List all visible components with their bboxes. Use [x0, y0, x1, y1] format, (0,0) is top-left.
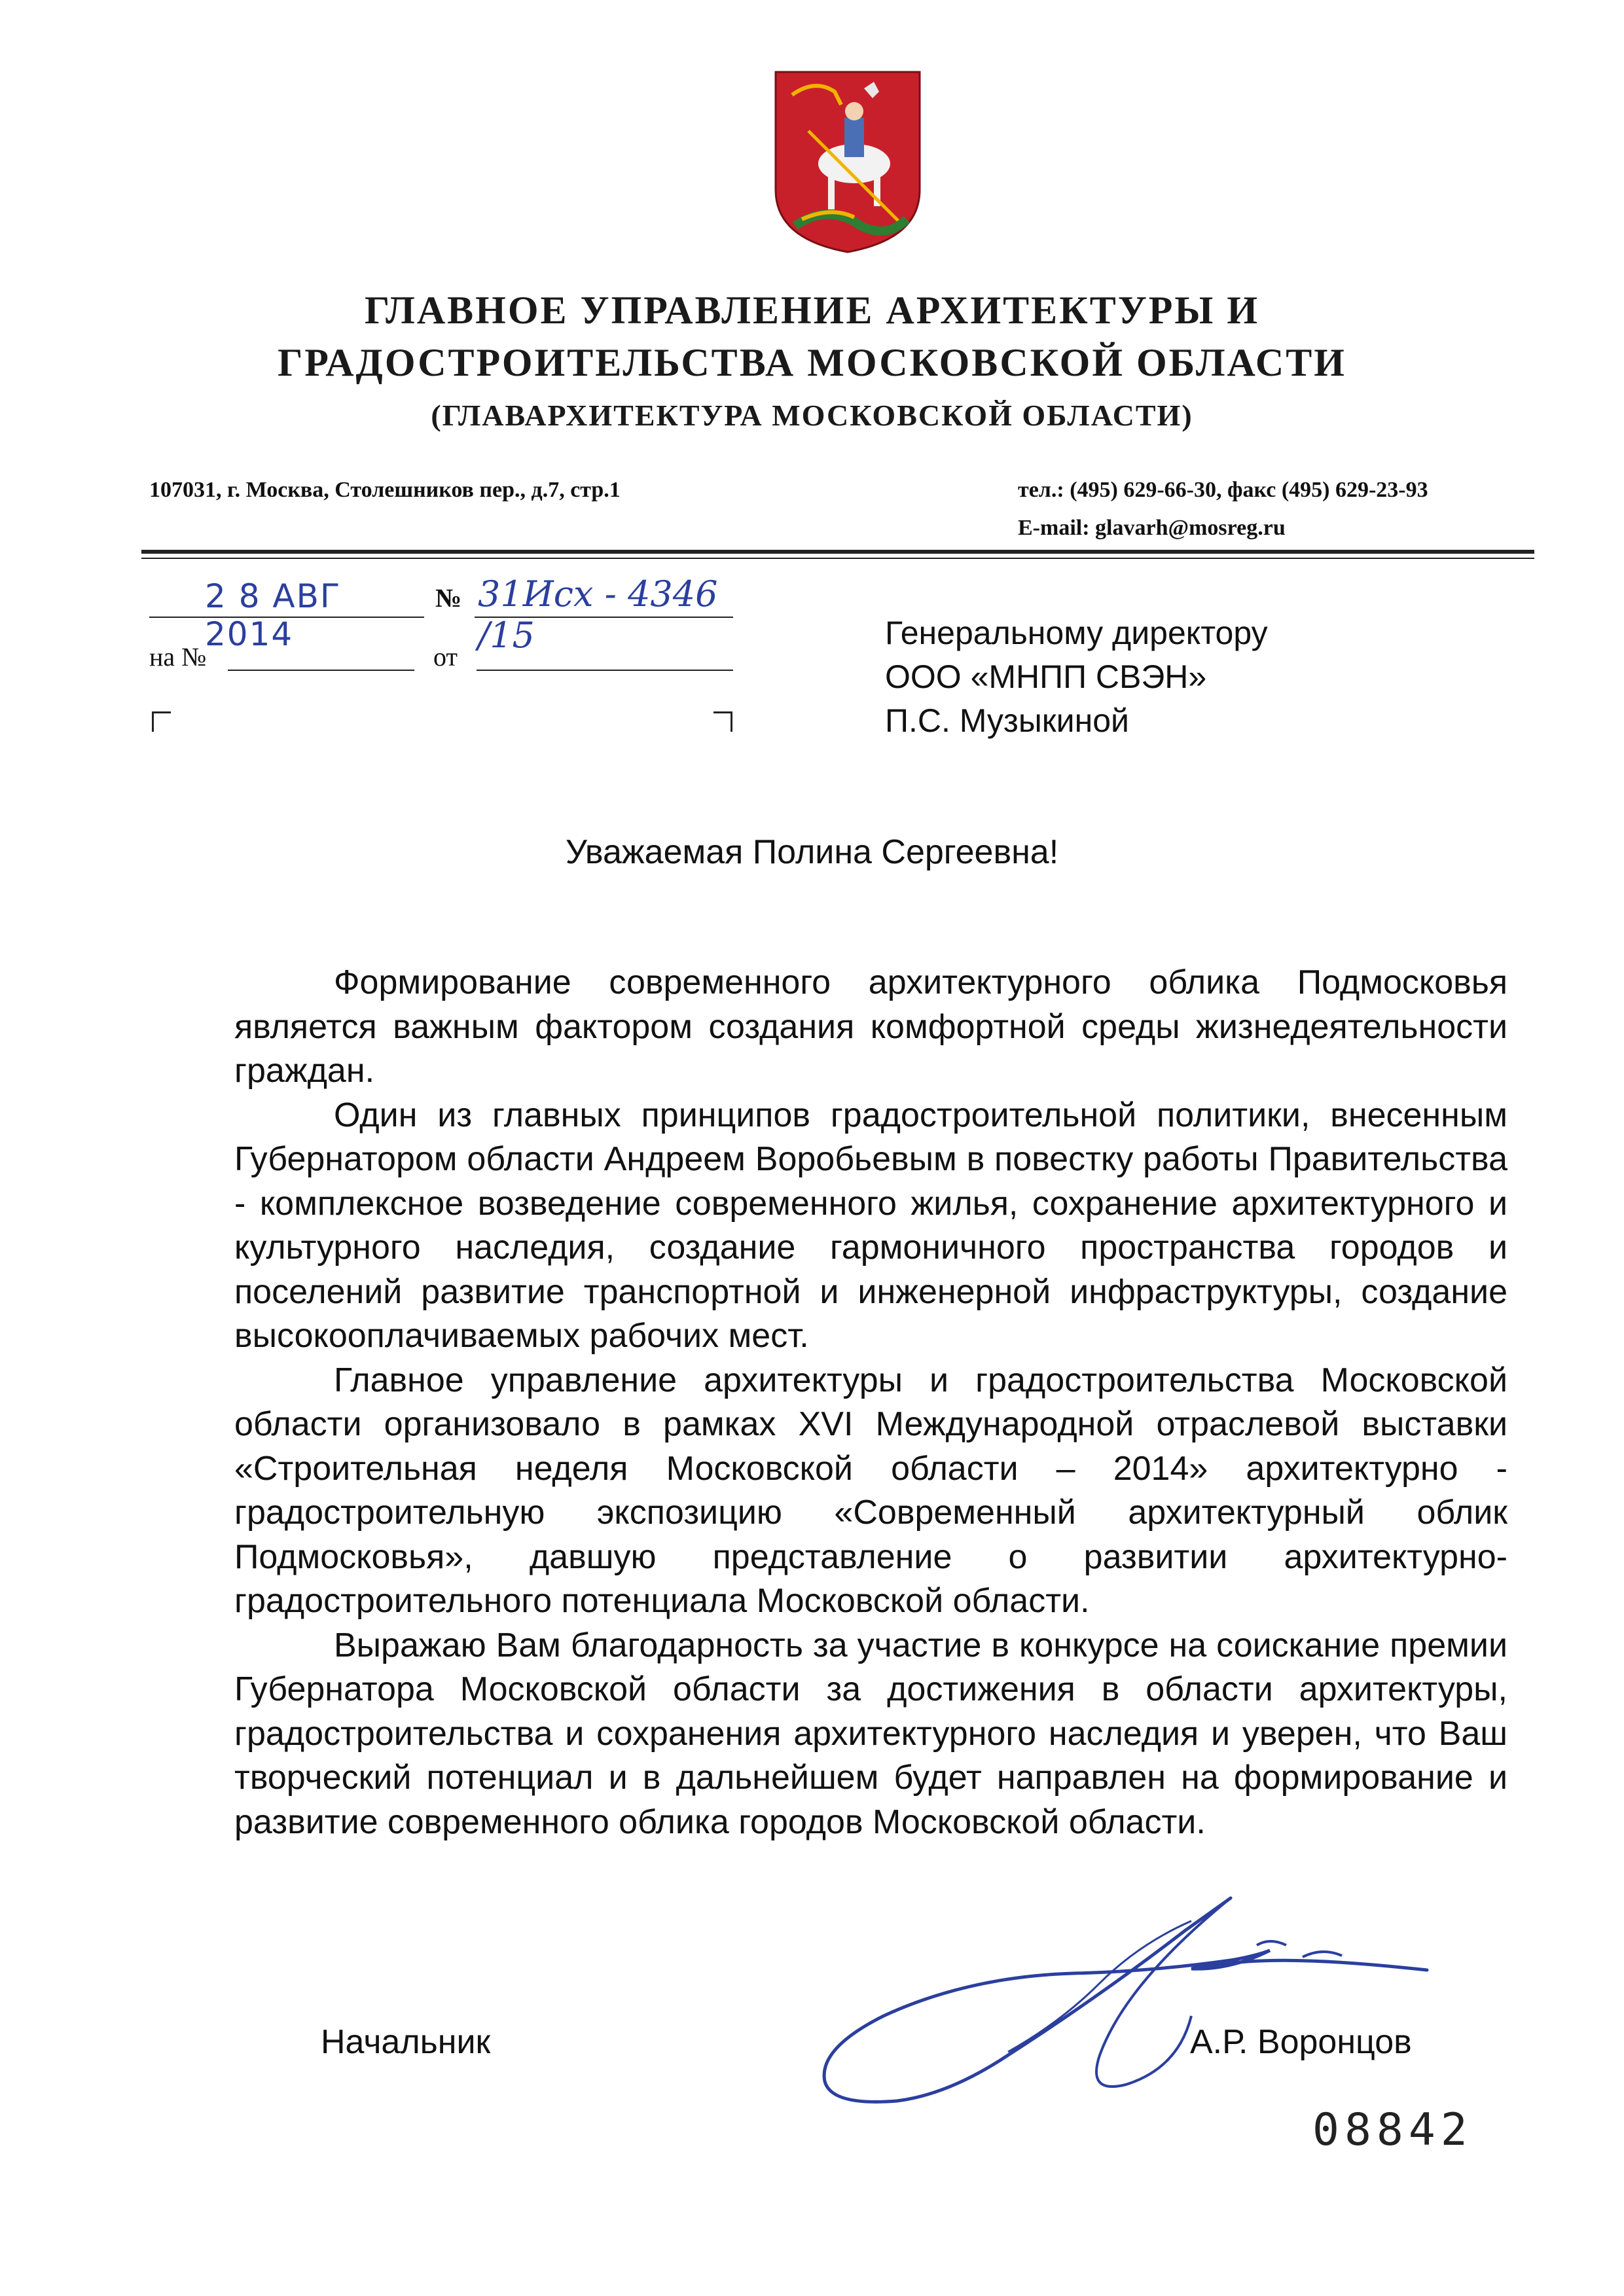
- number-label: №: [435, 583, 462, 613]
- date-stamp: 2 8 АВГ 2014: [205, 577, 342, 653]
- footer-document-number: 08842: [1312, 2104, 1473, 2156]
- org-name-line2: ГРАДОСТРОИТЕЛЬСТВА МОСКОВСКОЙ ОБЛАСТИ: [278, 341, 1346, 384]
- corner-mark-left: [152, 711, 171, 732]
- from-label: от: [433, 642, 458, 672]
- org-address: 107031, г. Москва, Столешников пер., д.7, стр.1: [149, 478, 621, 502]
- org-email: E-mail: glavarh@mosreg.ru: [1018, 516, 1286, 540]
- header-rule-thin: [141, 558, 1534, 559]
- body-paragraph: Один из главных принципов градостроительной политики, внесенным Губернатором области Андреем Воробьевым в повестку работы Правительства - комплексное возведение современного жилья, сохранение архитектурного и культурного наследия, создание гармоничного пространства городов и поселений развитие транспортной и инженерной инфраструктуры, создание высокооплачиваемых рабочих мест.: [234, 1096, 1507, 1355]
- org-name-line1: ГЛАВНОЕ УПРАВЛЕНИЕ АРХИТЕКТУРЫ И: [365, 289, 1259, 332]
- body-paragraph: Главное управление архитектуры и градостроительства Московской области организовало в рамках XVI Международной отраслевой выставки «Строительная неделя Московской области – 2014» архитектурно - градостроительную экспозицию «Современный архитектурный облик Подмосковья», давшую представление о развитии архитектурно-градостроительного потенциала Московской области.: [234, 1361, 1507, 1620]
- addressee-position: Генеральному директору: [885, 615, 1268, 651]
- corner-mark-right: [713, 711, 732, 732]
- reply-to-field: [228, 638, 414, 671]
- letter-body: [234, 961, 1507, 1844]
- coat-of-arms-emblem: [769, 65, 926, 255]
- org-short-name: (ГЛАВАРХИТЕКТУРА МОСКОВСКОЙ ОБЛАСТИ): [431, 399, 1193, 432]
- addressee-company: ООО «МНПП СВЭН»: [885, 658, 1207, 695]
- greeting: Уважаемая Полина Сергеевна!: [565, 833, 1059, 871]
- header-rule-thick: [141, 550, 1534, 554]
- number-field: [475, 573, 733, 656]
- body-paragraph: Выражаю Вам благодарность за участие в конкурсе на соискание премии Губернатора Московской области за достижения в области архитектуры, градостроительства и сохранения архитектурного наследия и уверен, что Ваш творческий потенциал и в дальнейшем будет направлен на формирование и развитие современного облика городов Московской области.: [234, 1626, 1507, 1841]
- signatory-position: Начальник: [321, 2023, 491, 2061]
- handwritten-signature: [733, 1885, 1519, 2121]
- reply-to-label: на №: [149, 642, 207, 672]
- body-paragraph: Формирование современного архитектурного облика Подмосковья является важным фактором создания комфортной среды жизнедеятельности граждан.: [234, 963, 1507, 1090]
- signatory-name: А.Р. Воронцов: [1190, 2023, 1412, 2061]
- date-field: [149, 576, 424, 653]
- addressee-name: П.С. Музыкиной: [885, 702, 1129, 739]
- from-date-field: [477, 638, 733, 671]
- org-phone: тел.: (495) 629-66-30, факс (495) 629-23-93: [1018, 478, 1428, 502]
- registration-number: 31Исх - 4346 /15: [478, 573, 718, 656]
